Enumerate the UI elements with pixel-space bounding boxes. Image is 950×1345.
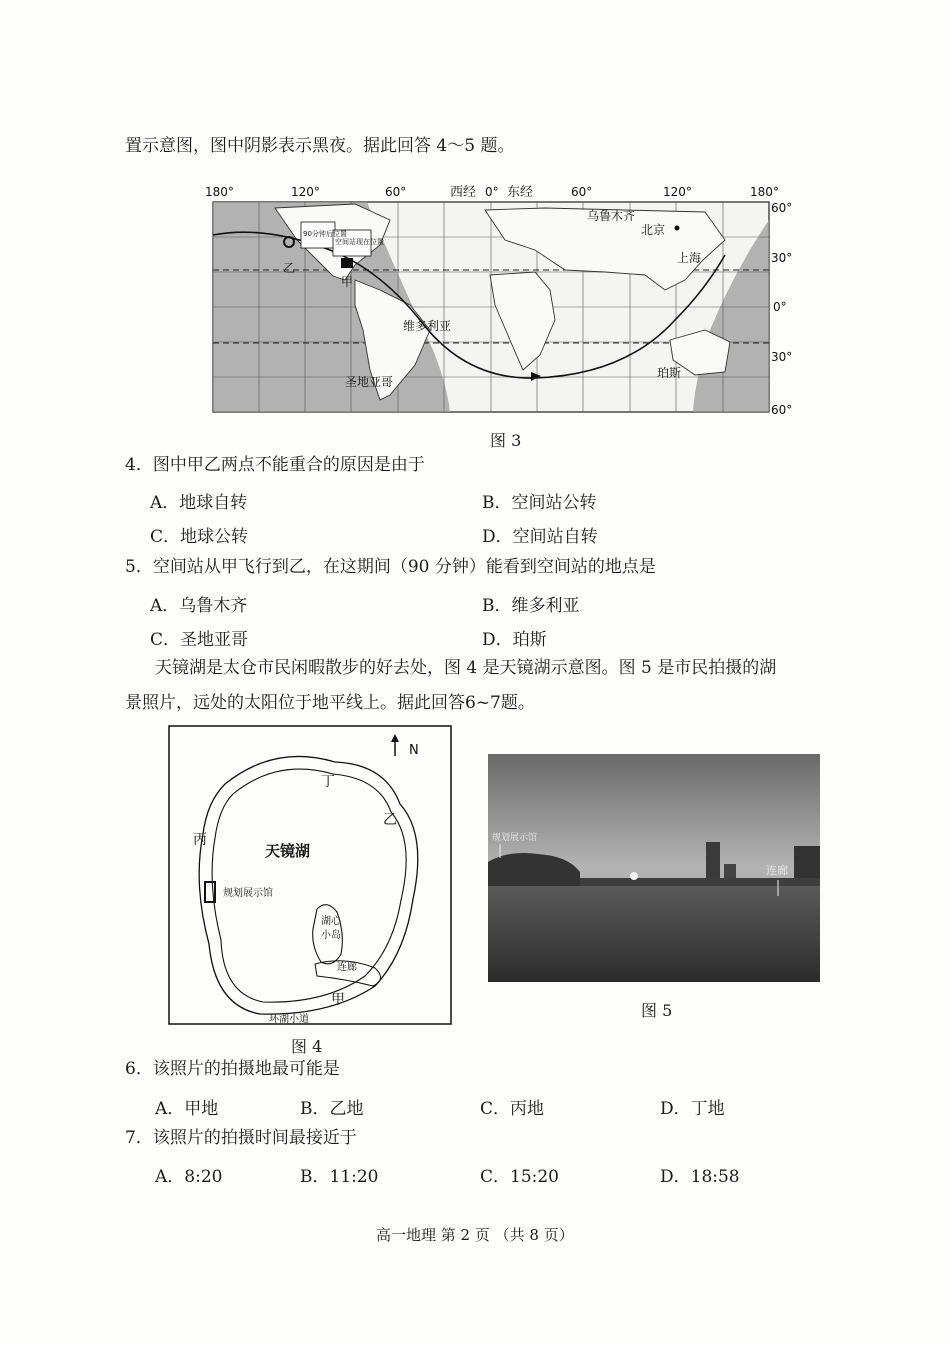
beijing-star-icon [675, 226, 680, 231]
q7-option-d[interactable]: D．18:58 [660, 1167, 740, 1187]
lon-label-180w: 180° [205, 185, 234, 199]
q6-option-b[interactable]: B．乙地 [300, 1099, 364, 1119]
lon-label-west: 西经 [450, 185, 477, 200]
q4-option-b[interactable]: B．空间站公转 [482, 493, 597, 513]
north-label: N [409, 743, 419, 758]
q6-option-d[interactable]: D．丁地 [660, 1099, 725, 1119]
point-jia-lake: 甲 [331, 992, 345, 1008]
q7-option-a[interactable]: A．8:20 [155, 1167, 223, 1187]
point-yi-lake: 乙 [383, 812, 397, 828]
lon-label-120e: 120° [663, 185, 692, 199]
lon-label-east: 东经 [507, 185, 534, 200]
point-jia-label: 甲 [341, 275, 354, 289]
lat-label-60n: 60° [771, 201, 793, 215]
point-bing-lake: 丙 [193, 832, 207, 848]
lon-label-60e: 60° [571, 185, 593, 199]
lat-label-60s: 60° [771, 403, 793, 417]
q5-stem: 5．空间站从甲飞行到乙，在这期间（90 分钟）能看到空间站的地点是 [125, 557, 656, 577]
island-label-2: 小岛 [321, 930, 341, 941]
fig4-caption: 图 4 [291, 1037, 323, 1056]
hall-label: 规划展示馆 [223, 888, 273, 899]
point-ding-lake: 丁 [321, 774, 335, 790]
q6-option-a[interactable]: A．甲地 [155, 1099, 219, 1119]
point-yi-label: 乙 [283, 261, 296, 275]
q4-option-c[interactable]: C．地球公转 [150, 527, 249, 547]
lon-label-120w: 120° [291, 185, 320, 199]
q4-option-d[interactable]: D．空间站自转 [482, 527, 598, 547]
lat-label-30n: 30° [771, 251, 793, 265]
lake-intro-line2: 景照片，远处的太阳位于地平线上。据此回答6~7题。 [125, 693, 535, 713]
place-shanghai: 上海 [677, 251, 702, 265]
lake-map-figure [165, 724, 457, 1029]
photo-sun-icon [630, 872, 638, 880]
lake-photo-figure [488, 754, 820, 982]
q4-option-a[interactable]: A．地球自转 [150, 493, 248, 513]
lake-name-label: 天镜湖 [265, 842, 311, 860]
q7-option-b[interactable]: B．11:20 [300, 1167, 379, 1187]
fig5-caption: 图 5 [641, 1001, 673, 1020]
place-wulumuqi: 乌鲁木齐 [587, 209, 636, 223]
island-label-1: 湖心 [321, 916, 341, 927]
q4-stem: 4．图中甲乙两点不能重合的原因是由于 [125, 455, 425, 475]
world-map-figure [205, 180, 795, 420]
lon-label-0: 0° [485, 185, 499, 199]
lat-label-0: 0° [773, 300, 787, 314]
q7-option-c[interactable]: C．15:20 [480, 1167, 559, 1187]
photo-water [488, 886, 820, 982]
intro-text: 置示意图，图中阴影表示黑夜。据此回答 4～5 题。 [125, 136, 515, 156]
q5-option-d[interactable]: D．珀斯 [482, 630, 547, 650]
lake-map-frame [169, 726, 451, 1024]
photo-corridor-label: 连廊 [766, 864, 788, 877]
space-station-icon [341, 258, 353, 268]
ring-path-label: 环湖小道 [269, 1014, 309, 1025]
q6-option-c[interactable]: C．丙地 [480, 1099, 545, 1119]
photo-shoreline [580, 878, 820, 886]
photo-hall-label: 规划展示馆 [492, 833, 538, 843]
place-perth: 珀斯 [657, 366, 682, 380]
callout-after-label: 90分钟后位置 [303, 230, 347, 238]
lake-intro-line1: 天镜湖是太仓市民闲暇散步的好去处，图 4 是天镜湖示意图。图 5 是市民拍摄的湖 [155, 658, 777, 678]
lat-label-30s: 30° [771, 350, 793, 364]
q5-option-c[interactable]: C．圣地亚哥 [150, 630, 249, 650]
page-footer: 高一地理 第 2 页 （共 8 页） [376, 1226, 574, 1244]
q6-stem: 6．该照片的拍摄地最可能是 [125, 1059, 340, 1079]
lon-label-60w: 60° [385, 185, 407, 199]
q7-stem: 7．该照片的拍摄时间最接近于 [125, 1128, 357, 1148]
corridor-label: 连廊 [337, 962, 357, 973]
place-beijing: 北京 [641, 223, 666, 237]
callout-now-label: 空间站现在位置 [335, 238, 384, 246]
place-santiago: 圣地亚哥 [345, 375, 394, 389]
place-victoria: 维多利亚 [403, 319, 452, 333]
lon-label-180e: 180° [750, 185, 779, 199]
fig3-caption: 图 3 [490, 431, 522, 450]
q5-option-a[interactable]: A．乌鲁木齐 [150, 596, 248, 616]
q5-option-b[interactable]: B．维多利亚 [482, 596, 580, 616]
